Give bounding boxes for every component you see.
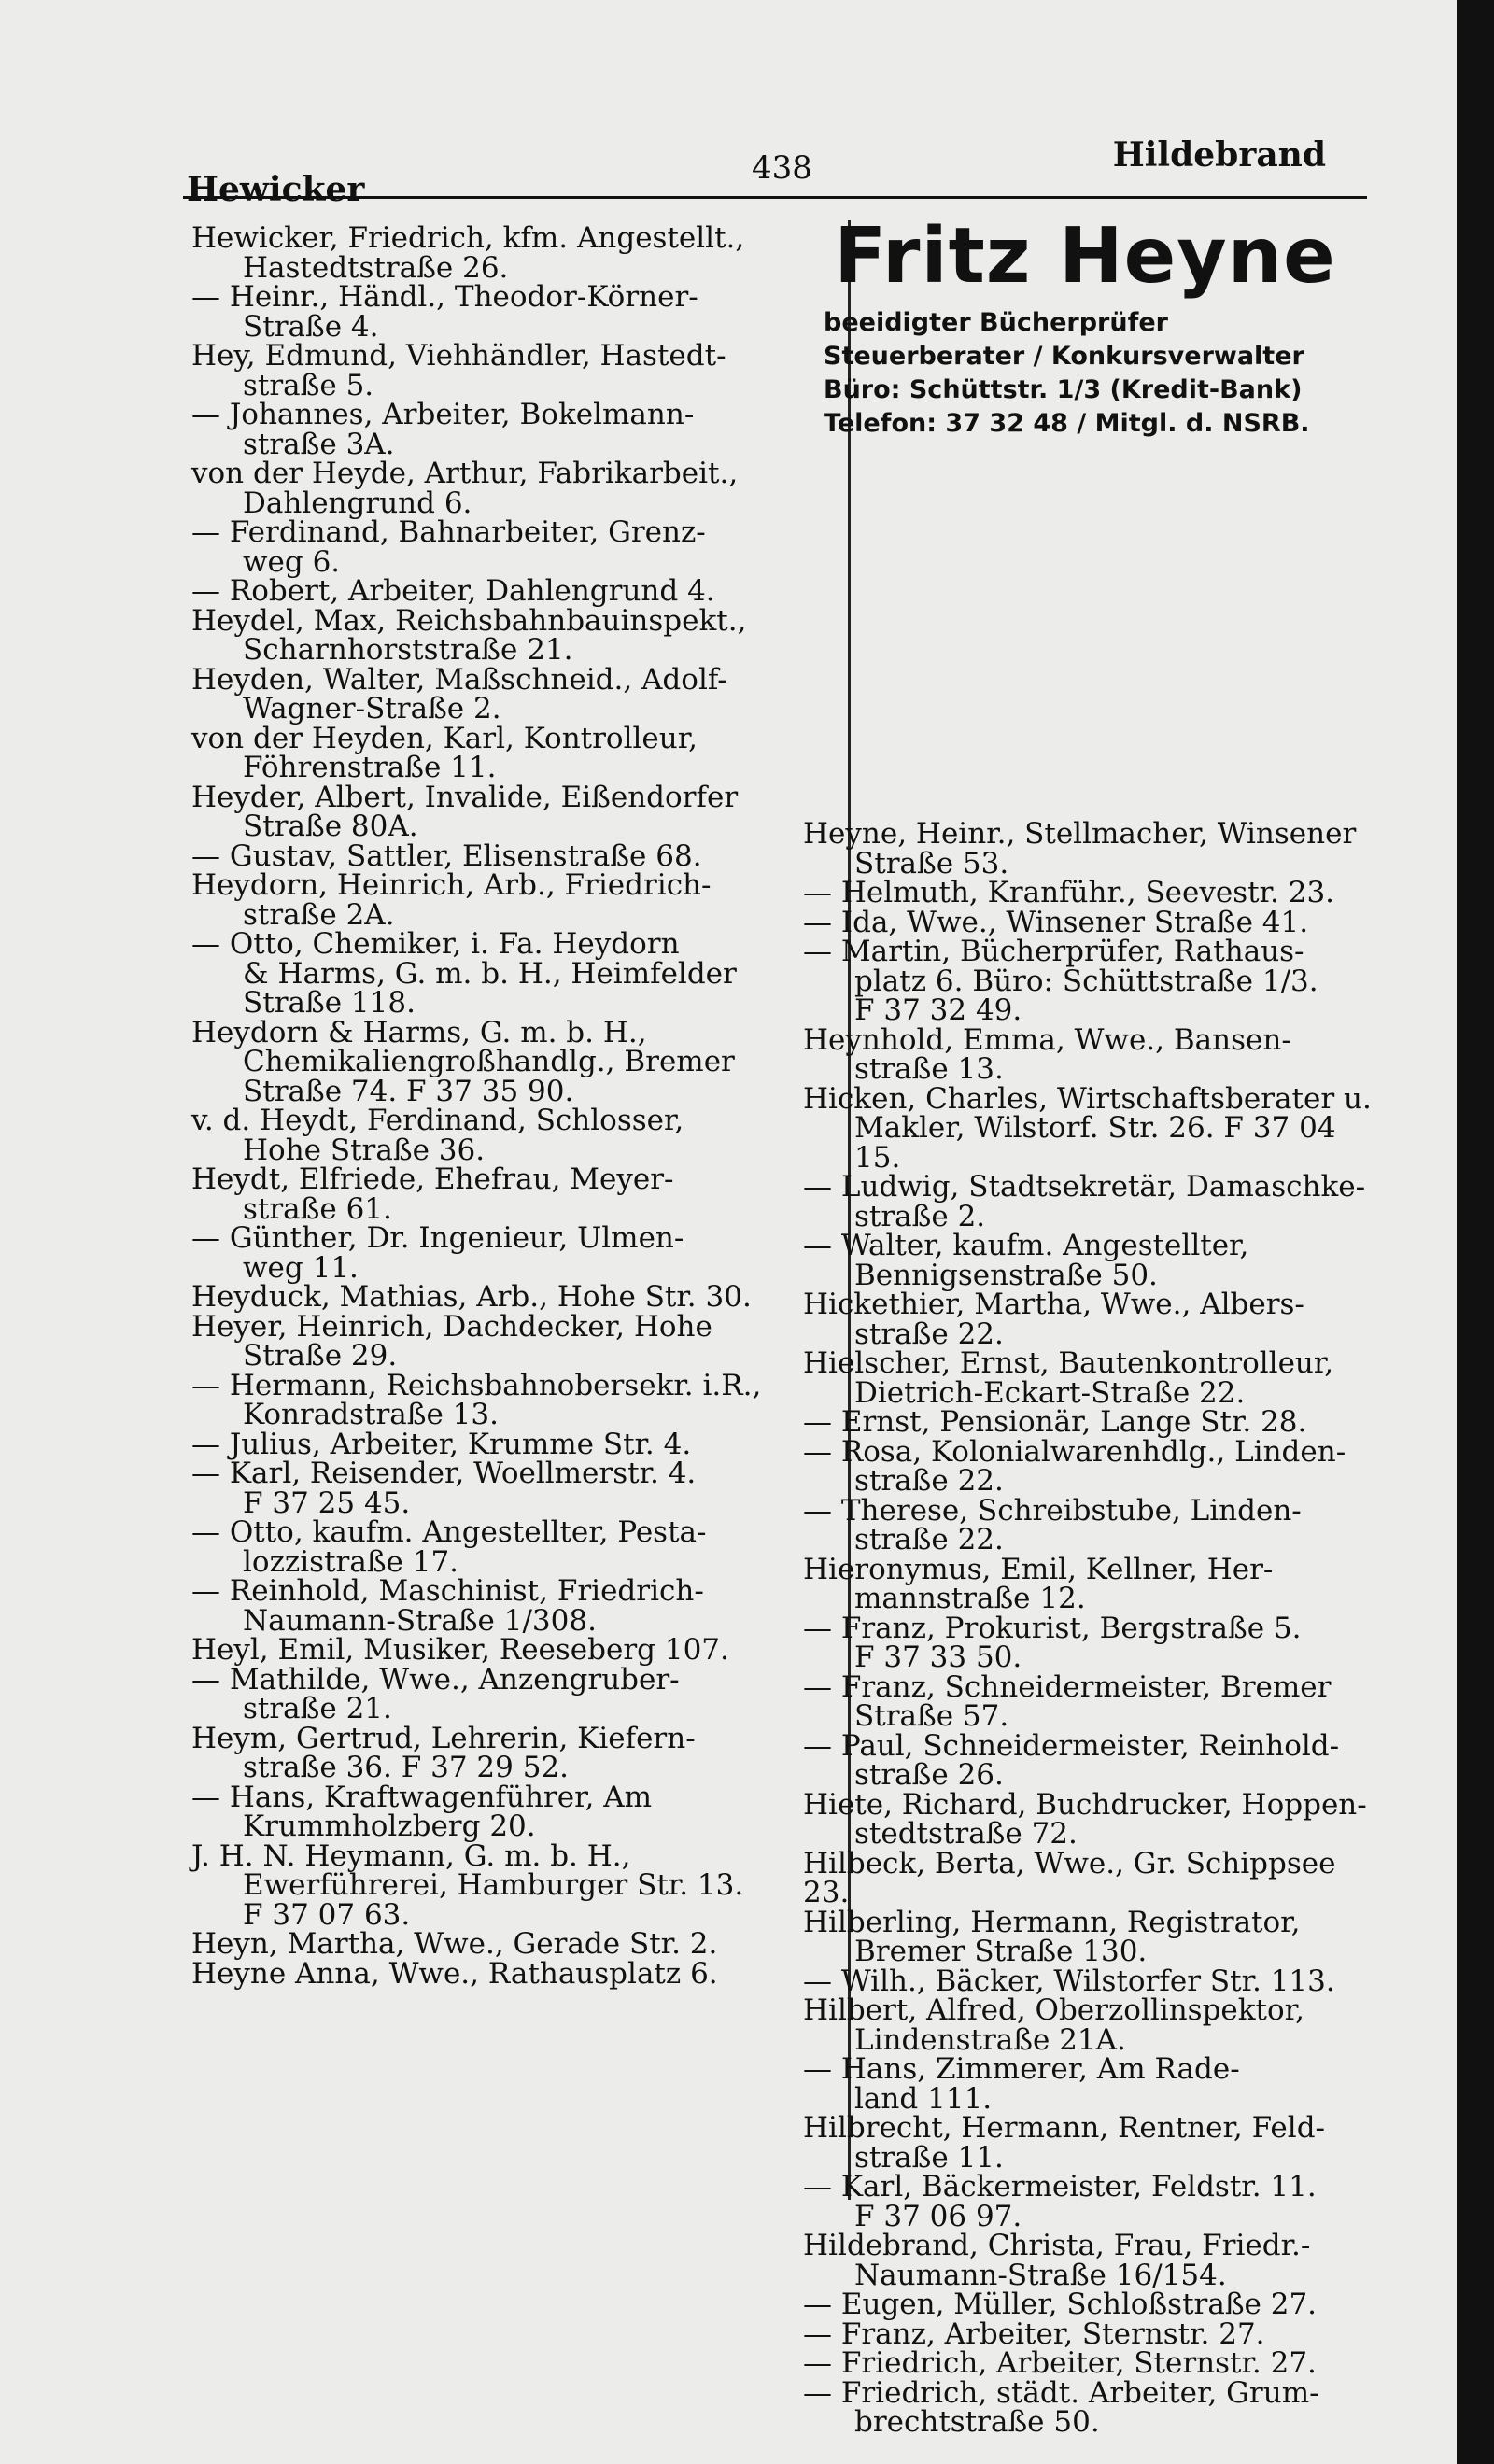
entry-line: Hickethier, Martha, Wwe., Albers-: [803, 1288, 1304, 1321]
entry-line: — Ernst, Pensionär, Lange Str. 28.: [803, 1405, 1307, 1439]
entry-continuation: straße 3A.: [243, 427, 395, 461]
entry-line: — Walter, kaufm. Angestellter,: [803, 1229, 1249, 1262]
directory-entry: [803, 1405, 1382, 1439]
directory-entry: [191, 280, 836, 344]
entry-line: Heyn, Martha, Wwe., Gerade Str. 2.: [191, 1927, 718, 1961]
entry-line: Heydt, Elfriede, Ehefrau, Meyer-: [191, 1162, 674, 1196]
entry-line: Hilbrecht, Hermann, Rentner, Feld-: [803, 2111, 1326, 2145]
directory-entry: [803, 905, 1382, 939]
scan-edge: [1457, 0, 1494, 2464]
entry-line: — Karl, Bäckermeister, Feldstr. 11.: [803, 2170, 1317, 2204]
directory-entry: [191, 1162, 836, 1226]
right-column: [803, 817, 1382, 2439]
directory-entry: [191, 515, 836, 579]
entry-continuation: brechtstraße 50.: [854, 2405, 1100, 2439]
entry-continuation: straße 13.: [854, 1052, 1004, 1086]
running-header-left: Hewicker: [187, 170, 365, 209]
entry-continuation: Straße 74. F 37 35 90.: [243, 1074, 574, 1108]
entry-continuation: straße 21.: [243, 1692, 392, 1725]
ad-line: Telefon: 37 32 48 / Mitgl. d. NSRB.: [824, 409, 1310, 438]
entry-line: — Franz, Prokurist, Bergstraße 5.: [803, 1611, 1302, 1645]
directory-entry: [803, 1229, 1382, 1292]
entry-continuation: Konradstraße 13.: [243, 1398, 499, 1431]
entry-line: Heyne, Heinr., Stellmacher, Winsener: [803, 817, 1357, 851]
entry-line: — Eugen, Müller, Schloßstraße 27.: [803, 2288, 1318, 2321]
entry-line: Heym, Gertrud, Lehrerin, Kiefern-: [191, 1721, 696, 1755]
entry-line: — Ludwig, Stadtsekretär, Damaschke-: [803, 1170, 1366, 1204]
entry-continuation: F 37 07 63.: [243, 1897, 411, 1932]
page-number: 438: [752, 149, 812, 187]
directory-entry: [803, 1290, 1382, 1349]
entry-continuation: Lindenstraße 21A.: [854, 2022, 1126, 2057]
entry-line: von der Heyde, Arthur, Fabrikarbeit.,: [191, 457, 739, 490]
directory-entry: [191, 1897, 836, 1932]
directory-entry: [191, 721, 836, 784]
entry-line: Hilberling, Hermann, Registrator,: [803, 1905, 1301, 1939]
entry-line: Heydorn, Heinrich, Arb., Friedrich-: [191, 868, 712, 902]
ad-title: Fritz Heyne: [834, 212, 1336, 301]
entry-line: Hilbeck, Berta, Wwe., Gr. Schippsee 23.: [803, 1846, 1336, 1909]
directory-entry: [803, 1434, 1382, 1498]
entry-continuation: straße 22.: [854, 1464, 1004, 1498]
entry-continuation: Straße 57.: [854, 1699, 1009, 1733]
directory-entry: [191, 1106, 836, 1165]
entry-continuation: straße 26.: [854, 1758, 1004, 1792]
entry-line: — Günther, Dr. Ingenieur, Ulmen-: [191, 1221, 684, 1255]
entry-line: — Martin, Bücherprüfer, Rathaus-: [803, 935, 1304, 968]
entry-continuation: & Harms, G. m. b. H., Heimfelder: [243, 956, 737, 991]
entry-line: Heyder, Albert, Invalide, Eißendorfer: [191, 780, 739, 814]
directory-entry: [191, 868, 836, 932]
entry-line: Heyl, Emil, Musiker, Reeseberg 107.: [191, 1633, 729, 1667]
entry-line: — Mathilde, Wwe., Anzengruber-: [191, 1662, 680, 1697]
directory-entry: [191, 838, 836, 873]
directory-entry: [191, 1015, 836, 1078]
directory-entry: [191, 398, 836, 461]
directory-entry: [191, 1368, 836, 1431]
entry-line: — Otto, kaufm. Angestellter, Pesta-: [191, 1515, 707, 1549]
directory-entry: [191, 1780, 836, 1843]
directory-entry: [191, 1574, 836, 1638]
directory-entry: [191, 603, 836, 667]
advertisement-box: [796, 212, 1374, 814]
directory-entry: [191, 662, 836, 725]
directory-entry: [803, 993, 1382, 1027]
entry-line: Heyduck, Mathias, Arb., Hohe Str. 30.: [191, 1280, 752, 1314]
entry-continuation: straße 61.: [243, 1191, 392, 1226]
directory-entry: [803, 876, 1382, 909]
entry-line: Heyer, Heinrich, Dachdecker, Hohe: [191, 1309, 712, 1344]
directory-entry: [191, 574, 836, 608]
entry-continuation: F 37 25 45.: [243, 1485, 411, 1520]
entry-continuation: F 37 06 97.: [854, 2199, 1022, 2233]
entry-line: — Helmuth, Kranführ., Seevestr. 23.: [803, 876, 1335, 909]
directory-entry: [191, 459, 836, 518]
directory-entry: [191, 1309, 836, 1373]
entry-continuation: Naumann-Straße 1/308.: [243, 1603, 597, 1638]
directory-entry: [803, 2290, 1382, 2320]
directory-entry: [191, 986, 836, 1020]
entry-continuation: Bennigsenstraße 50.: [854, 1258, 1158, 1292]
entry-continuation: Chemikaliengroßhandlg., Bremer: [243, 1045, 735, 1078]
directory-entry: [803, 1611, 1382, 1674]
directory-entry: [803, 2346, 1382, 2380]
directory-entry: [803, 2052, 1382, 2116]
entry-continuation: Wagner-Straße 2.: [243, 692, 501, 725]
entry-line: Hielscher, Ernst, Bautenkontrolleur,: [803, 1346, 1334, 1380]
entry-line: — Robert, Arbeiter, Dahlengrund 4.: [191, 574, 715, 608]
entry-line: — Ida, Wwe., Winsener Straße 41.: [803, 905, 1309, 939]
directory-entry: [191, 221, 836, 285]
entry-line: — Rosa, Kolonialwarenhdlg., Linden-: [803, 1434, 1346, 1469]
entry-continuation: Scharnhorststraße 21.: [243, 633, 573, 667]
entry-line: v. d. Heydt, Ferdinand, Schlosser,: [191, 1104, 684, 1137]
directory-entry: [191, 1927, 836, 1961]
header-rule: [183, 196, 1367, 199]
entry-continuation: lozzistraße 17.: [243, 1544, 459, 1579]
entry-line: — Karl, Reisender, Woellmerstr. 4.: [191, 1457, 697, 1490]
entry-line: — Wilh., Bäcker, Wilstorfer Str. 113.: [803, 1964, 1335, 1998]
entry-continuation: Naumann-Straße 16/154.: [854, 2258, 1227, 2292]
entry-continuation: straße 11.: [854, 2140, 1004, 2175]
directory-entry: [191, 1459, 836, 1518]
entry-continuation: Makler, Wilstorf. Str. 26. F 37 04 15.: [854, 1111, 1336, 1175]
directory-entry: [803, 1905, 1382, 1968]
entry-line: Hicken, Charles, Wirtschaftsberater u.: [803, 1081, 1372, 1116]
directory-entry: [191, 1515, 836, 1579]
entry-continuation: straße 5.: [243, 368, 374, 402]
directory-entry: [191, 1838, 836, 1902]
entry-continuation: Straße 53.: [854, 846, 1009, 880]
ad-line: Steuerberater / Konkursverwalter: [824, 342, 1304, 371]
entry-continuation: Straße 4.: [243, 309, 379, 344]
directory-entry: [803, 1552, 1382, 1615]
entry-line: — Hermann, Reichsbahnobersekr. i.R.,: [191, 1368, 762, 1402]
entry-continuation: Straße 80A.: [243, 810, 418, 843]
entry-line: — Otto, Chemiker, i. Fa. Heydorn: [191, 927, 680, 961]
directory-entry: [803, 1022, 1382, 1086]
entry-line: Heynhold, Emma, Wwe., Bansen-: [803, 1022, 1291, 1057]
directory-entry: [803, 1346, 1382, 1410]
directory-entry: [191, 1721, 836, 1784]
entry-line: — Reinhold, Maschinist, Friedrich-: [191, 1574, 704, 1608]
entry-continuation: Straße 118.: [243, 986, 416, 1020]
entry-continuation: F 37 33 50.: [854, 1640, 1022, 1674]
entry-line: von der Heyden, Karl, Kontrolleur,: [191, 721, 698, 755]
directory-entry: [803, 1728, 1382, 1792]
entry-continuation: Straße 29.: [243, 1339, 398, 1373]
entry-line: Hildebrand, Christa, Frau, Friedr.-: [803, 2229, 1311, 2262]
entry-line: Hilbert, Alfred, Oberzollinspektor,: [803, 1993, 1304, 2027]
entry-line: — Hans, Kraftwagenführer, Am: [191, 1780, 652, 1814]
directory-entry: [803, 1787, 1382, 1851]
entry-line: — Hans, Zimmerer, Am Rade-: [803, 2052, 1240, 2086]
entry-continuation: land 111.: [854, 2081, 993, 2116]
directory-entry: [191, 339, 836, 402]
entry-line: Hewicker, Friedrich, kfm. Angestellt.,: [191, 221, 745, 255]
entry-line: — Julius, Arbeiter, Krumme Str. 4.: [191, 1427, 692, 1461]
entry-continuation: Dahlengrund 6.: [243, 486, 472, 520]
directory-entry: [191, 1956, 836, 1991]
directory-entry: [191, 1280, 836, 1314]
directory-entry: [803, 2111, 1382, 2175]
entry-line: Heydorn & Harms, G. m. b. H.,: [191, 1015, 647, 1049]
entry-line: — Friedrich, städt. Arbeiter, Grum-: [803, 2375, 1319, 2410]
entry-continuation: F 37 32 49.: [854, 993, 1022, 1027]
entry-continuation: mannstraße 12.: [854, 1582, 1086, 1615]
running-header-right: Hildebrand: [1112, 135, 1326, 175]
entry-line: J. H. N. Heymann, G. m. b. H.,: [191, 1838, 631, 1873]
entry-line: — Johannes, Arbeiter, Bokelmann-: [191, 398, 695, 431]
entry-continuation: weg 11.: [243, 1250, 359, 1285]
directory-entry: [803, 1964, 1382, 1998]
entry-continuation: straße 36. F 37 29 52.: [243, 1751, 569, 1784]
entry-continuation: Krummholzberg 20.: [243, 1809, 536, 1843]
entry-continuation: straße 2A.: [243, 897, 395, 932]
entry-line: — Gustav, Sattler, Elisenstraße 68.: [191, 838, 702, 873]
entry-line: Hiete, Richard, Buchdrucker, Hoppen-: [803, 1787, 1367, 1822]
directory-entry: [803, 2375, 1382, 2439]
entry-continuation: stedtstraße 72.: [854, 1817, 1078, 1851]
directory-entry: [191, 1427, 836, 1461]
entry-line: Heyden, Walter, Maßschneid., Adolf-: [191, 662, 727, 697]
entry-line: — Franz, Schneidermeister, Bremer: [803, 1669, 1332, 1704]
left-column: [191, 221, 836, 1991]
entry-continuation: Hohe Straße 36.: [243, 1133, 486, 1167]
directory-entry: [803, 937, 1382, 996]
entry-continuation: straße 22.: [854, 1523, 1004, 1556]
ad-line: beeidigter Bücherprüfer: [824, 308, 1168, 337]
directory-entry: [191, 1074, 836, 1108]
directory-entry: [191, 927, 836, 991]
directory-entry: [191, 1662, 836, 1725]
directory-entry: [803, 1669, 1382, 1733]
directory-entry: [803, 2316, 1382, 2351]
directory-entry: [803, 1493, 1382, 1556]
entry-continuation: Hastedtstraße 26.: [243, 250, 509, 285]
entry-line: — Therese, Schreibstube, Linden-: [803, 1493, 1302, 1528]
entry-continuation: Dietrich-Eckart-Straße 22.: [854, 1375, 1246, 1410]
entry-line: Hey, Edmund, Viehhändler, Hastedt-: [191, 339, 726, 373]
entry-continuation: Bremer Straße 130.: [854, 1935, 1148, 1968]
directory-entry: [803, 1081, 1382, 1175]
directory-entry: [803, 2229, 1382, 2292]
ad-line: Büro: Schüttstr. 1/3 (Kredit-Bank): [824, 375, 1303, 404]
directory-entry: [803, 817, 1382, 880]
directory-entry: [803, 1993, 1382, 2057]
entry-line: — Friedrich, Arbeiter, Sternstr. 27.: [803, 2346, 1317, 2380]
directory-entry: [191, 1633, 836, 1667]
entry-line: Heydel, Max, Reichsbahnbauinspekt.,: [191, 603, 747, 638]
entry-continuation: weg 6.: [243, 544, 341, 579]
entry-continuation: Föhrenstraße 11.: [243, 751, 497, 784]
directory-entry: [191, 780, 836, 843]
entry-continuation: platz 6. Büro: Schüttstraße 1/3.: [854, 964, 1318, 998]
directory-entry: [191, 1221, 836, 1285]
directory-entry: [803, 1846, 1382, 1909]
directory-entry: [803, 1170, 1382, 1233]
entry-continuation: straße 22.: [854, 1316, 1004, 1351]
entry-continuation: straße 2.: [854, 1199, 986, 1233]
entry-line: — Heinr., Händl., Theodor-Körner-: [191, 280, 698, 314]
entry-line: — Paul, Schneidermeister, Reinhold-: [803, 1728, 1340, 1763]
entry-line: — Ferdinand, Bahnarbeiter, Grenz-: [191, 515, 706, 549]
entry-line: Heyne Anna, Wwe., Rathausplatz 6.: [191, 1956, 718, 1991]
entry-line: — Franz, Arbeiter, Sternstr. 27.: [803, 2316, 1265, 2351]
entry-line: Hieronymus, Emil, Kellner, Her-: [803, 1552, 1274, 1586]
entry-continuation: Ewerführerei, Hamburger Str. 13.: [243, 1868, 744, 1902]
directory-entry: [803, 2170, 1382, 2233]
